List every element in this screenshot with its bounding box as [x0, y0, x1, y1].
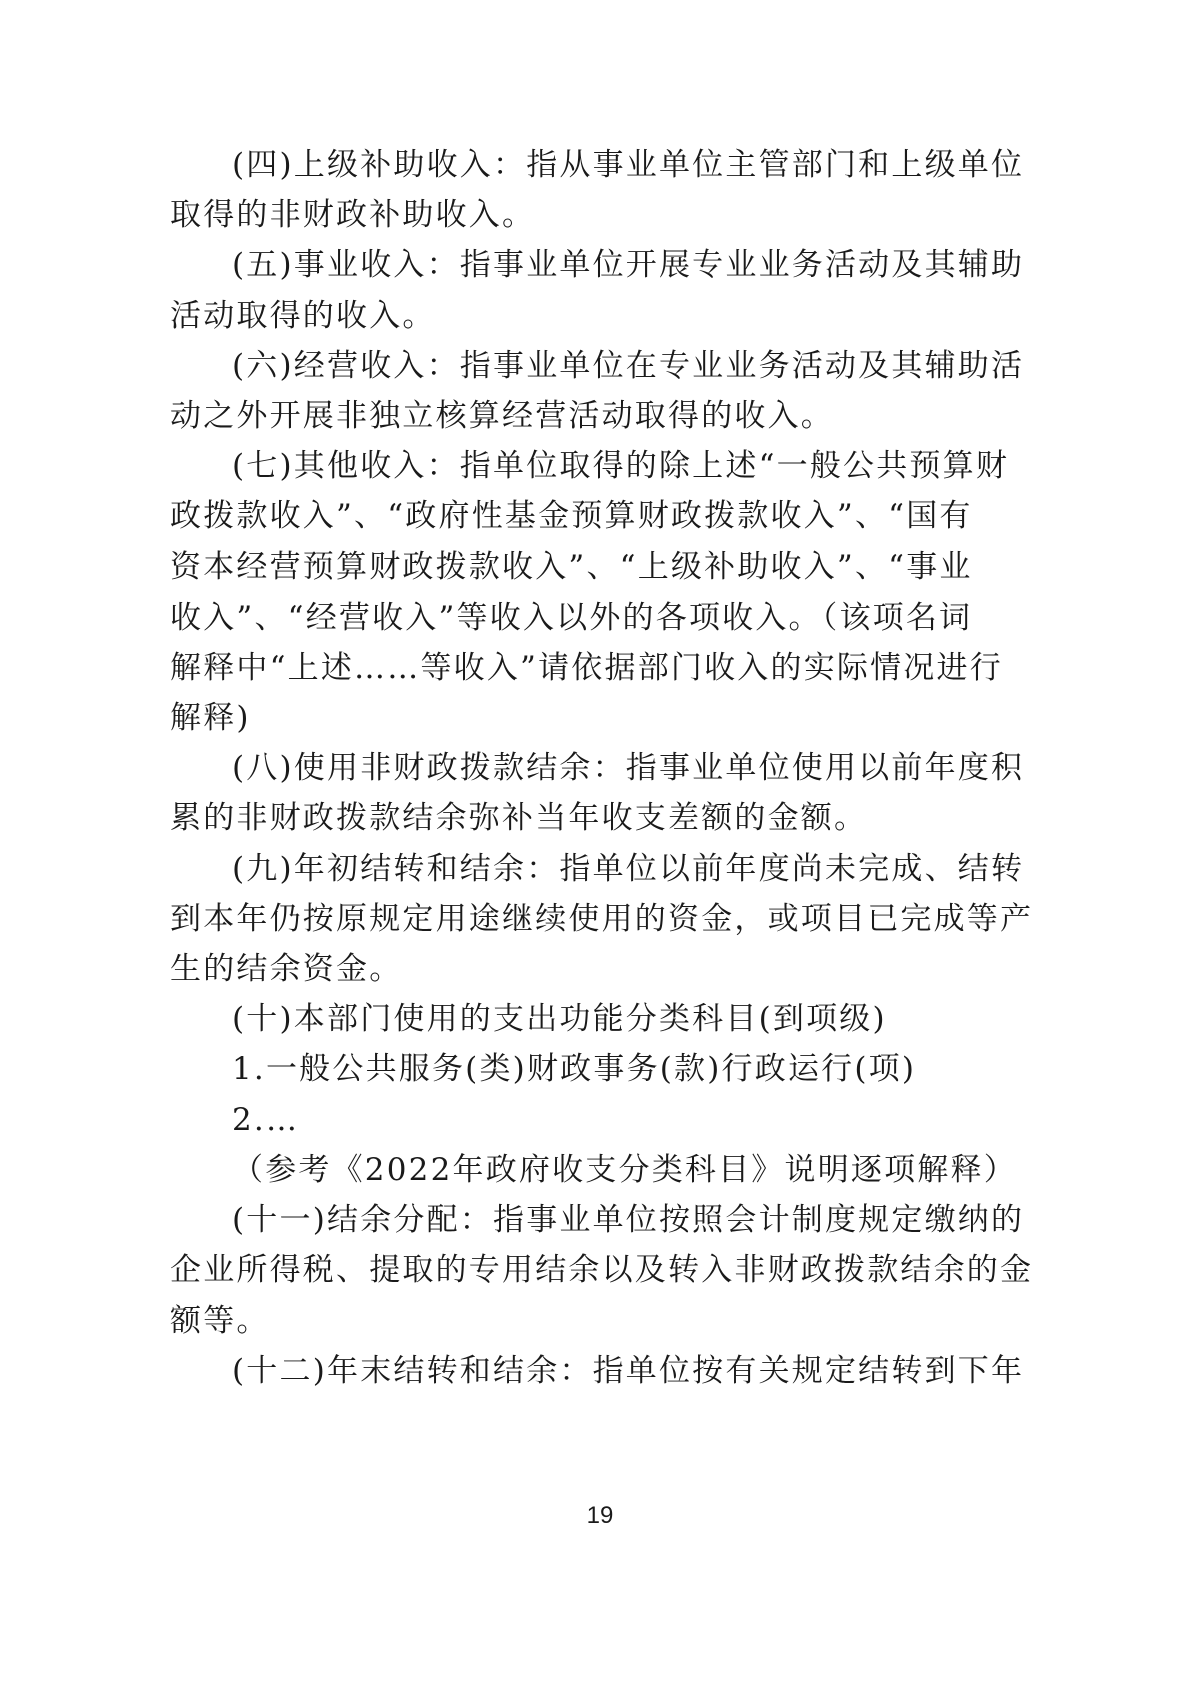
text-line: (九)年初结转和结余：指单位以前年度尚未完成、结转: [232, 851, 1025, 887]
text-line: 取得的非财政补助收入。: [170, 197, 536, 233]
text-line: (五)事业收入：指事业单位开展专业业务活动及其辅助: [232, 247, 1025, 283]
text-line: (十)本部门使用的支出功能分类科目(到项级): [232, 1001, 887, 1037]
text-line: 企业所得税、提取的专用结余以及转入非财政拨款结余的金: [170, 1252, 1034, 1288]
text-line: 解释): [170, 700, 251, 736]
text-line: 生的结余资金。: [170, 951, 403, 987]
text-line: (八)使用非财政拨款结余：指事业单位使用以前年度积: [232, 750, 1025, 786]
text-line: (六)经营收入：指事业单位在专业业务活动及其辅助活: [232, 348, 1025, 384]
text-line: 活动取得的收入。: [170, 298, 436, 334]
text-line: 2.…: [232, 1102, 300, 1138]
text-line: 解释中“上述……等收入”请依据部门收入的实际情况进行: [170, 650, 1003, 686]
text-line: 政拨款收入”、“政府性基金预算财政拨款收入”、“国有: [170, 498, 973, 534]
text-line: （参考《2022年政府收支分类科目》说明逐项解释）: [232, 1152, 1017, 1188]
text-line: 1.一般公共服务(类)财政事务(款)行政运行(项): [232, 1051, 917, 1087]
text-line: 资本经营预算财政拨款收入”、“上级补助收入”、“事业: [170, 549, 973, 585]
text-line: (十一)结余分配：指事业单位按照会计制度规定缴纳的: [232, 1202, 1025, 1238]
text-line: (十二)年末结转和结余：指单位按有关规定结转到下年: [232, 1353, 1025, 1389]
text-line: 额等。: [170, 1303, 270, 1339]
text-line: (七)其他收入：指单位取得的除上述“一般公共预算财: [232, 448, 1010, 484]
text-line: (四)上级补助收入：指从事业单位主管部门和上级单位: [232, 147, 1025, 183]
page-number: 19: [586, 1502, 614, 1529]
text-line: 动之外开展非独立核算经营活动取得的收入。: [170, 398, 834, 434]
text-line: 收入”、“经营收入”等收入以外的各项收入。（该项名词: [170, 600, 973, 636]
text-line: 到本年仍按原规定用途继续使用的资金，或项目已完成等产: [170, 901, 1034, 937]
text-line: 累的非财政拨款结余弥补当年收支差额的金额。: [170, 800, 868, 836]
